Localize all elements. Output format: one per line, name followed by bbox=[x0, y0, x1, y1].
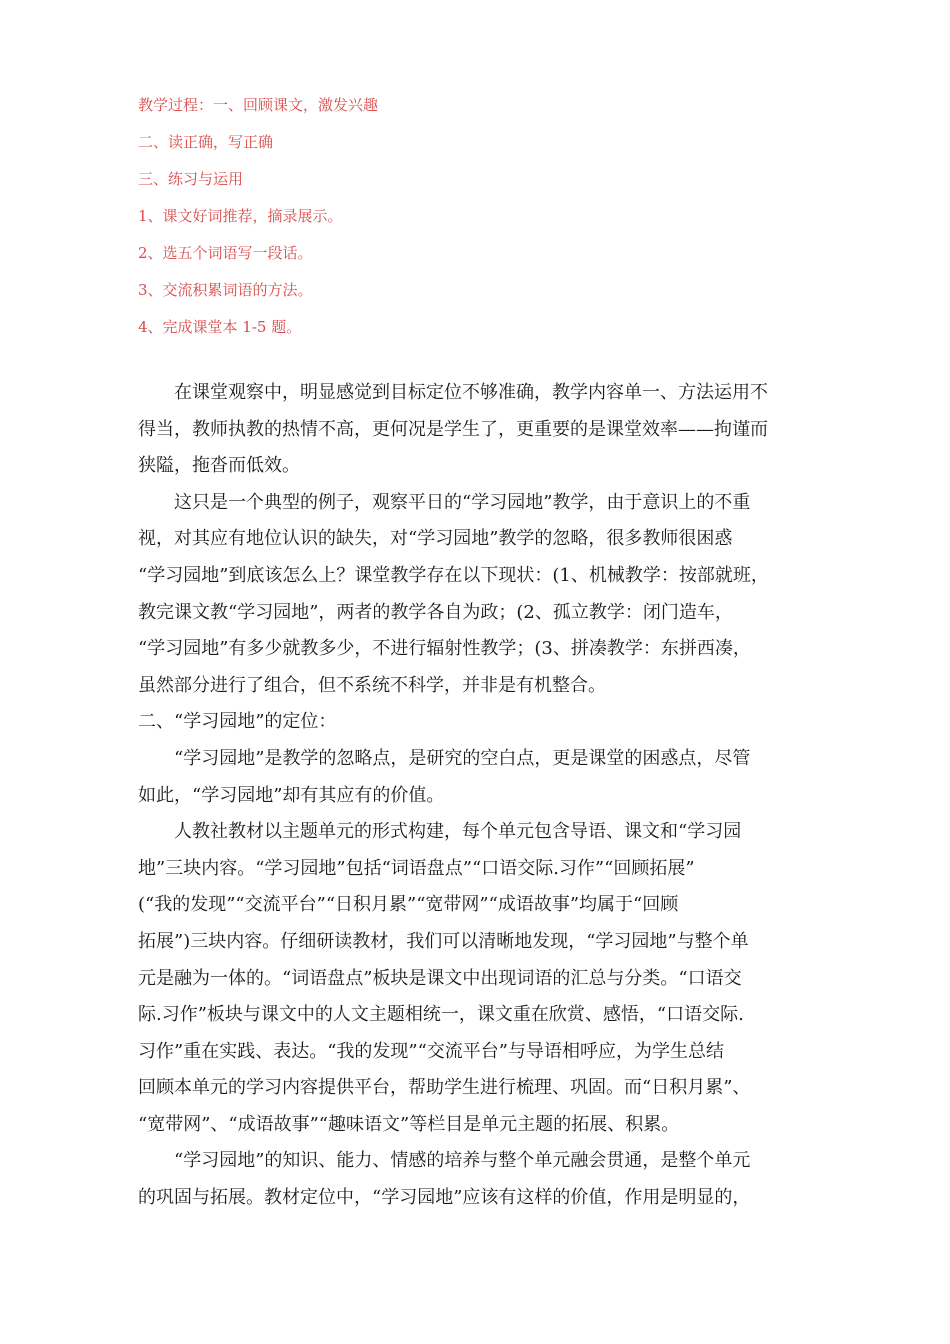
text-line: 虽然部分进行了组合，但不系统不科学，并非是有机整合。 bbox=[138, 674, 606, 696]
teaching-process-list bbox=[138, 96, 838, 355]
process-step: 教学过程：一、回顾课文，激发兴趣 bbox=[138, 96, 379, 114]
text-line: 在课堂观察中，明显感觉到目标定位不够准确，教学内容单一、方法运用不 bbox=[174, 382, 768, 403]
text-line: 人教社教材以主题单元的形式构建，每个单元包含导语、课文和“学习园 bbox=[174, 821, 742, 843]
text-line: 际.习作”板块与课文中的人文主题相统一，课文重在欣赏、感悟，“口语交际. bbox=[138, 1004, 744, 1026]
section-heading: 二、“学习园地”的定位： bbox=[138, 711, 337, 733]
process-step: 2、选五个词语写一段话。 bbox=[138, 244, 313, 262]
paragraph bbox=[138, 741, 822, 814]
process-step: 三、练习与运用 bbox=[138, 170, 244, 188]
body-text bbox=[138, 375, 822, 1217]
text-line: 的巩固与拓展。教材定位中，“学习园地”应该有这样的价值，作用是明显的， bbox=[138, 1187, 751, 1209]
text-line: 教完课文教“学习园地”，两者的教学各自为政；(2、孤立教学：闭门造车， bbox=[138, 601, 733, 623]
text-line: “学习园地”到底该怎么上？课堂教学存在以下现状：(1、机械教学：按部就班， bbox=[138, 564, 769, 586]
text-line: 视，对其应有地位认识的缺失，对“学习园地”教学的忽略，很多教师很困惑 bbox=[138, 528, 733, 550]
paragraph bbox=[138, 1143, 822, 1216]
text-line: “学习园地”的知识、能力、情感的培养与整个单元融会贯通，是整个单元 bbox=[174, 1150, 751, 1172]
text-line: 回顾本单元的学习内容提供平台，帮助学生进行梳理、巩固。而“日积月累”、 bbox=[138, 1077, 751, 1099]
text-line: 拓展”)三块内容。仔细研读教材，我们可以清晰地发现，“学习园地”与整个单 bbox=[138, 930, 749, 952]
paragraph bbox=[138, 814, 822, 1143]
paragraph bbox=[138, 485, 822, 705]
text-line: 得当，教师执教的热情不高，更何况是学生了，更重要的是课堂效率——拘谨而 bbox=[138, 418, 768, 440]
text-line: “宽带网”、“成语故事”“趣味语文”等栏目是单元主题的拓展、积累。 bbox=[138, 1113, 680, 1135]
text-line: “学习园地”有多少就教多少，不进行辐射性教学；(3、拼凑教学：东拼西凑， bbox=[138, 638, 751, 660]
process-step: 二、读正确，写正确 bbox=[138, 133, 274, 151]
text-line: 这只是一个典型的例子，观察平日的“学习园地”教学，由于意识上的不重 bbox=[174, 491, 751, 513]
text-line: 元是融为一体的。“词语盘点”板块是课文中出现词语的汇总与分类。“口语交 bbox=[138, 967, 742, 989]
process-step: 3、交流积累词语的方法。 bbox=[138, 281, 313, 299]
text-line: 地”三块内容。“学习园地”包括“词语盘点”“口语交际.习作”“回顾拓展” bbox=[138, 857, 695, 879]
text-line: 习作”重在实践、表达。“我的发现”“交流平台”与导语相呼应，为学生总结 bbox=[138, 1040, 725, 1062]
process-step: 1、课文好词推荐，摘录展示。 bbox=[138, 207, 343, 225]
paragraph bbox=[138, 375, 822, 485]
text-line: 狭隘，拖沓而低效。 bbox=[138, 455, 300, 477]
text-line: “学习园地”是教学的忽略点，是研究的空白点，更是课堂的困惑点，尽管 bbox=[174, 747, 751, 769]
text-line: 如此，“学习园地”却有其应有的价值。 bbox=[138, 784, 445, 806]
text-line: (“我的发现”“交流平台”“日积月累”“宽带网”“成语故事”均属于“回顾 bbox=[138, 894, 679, 916]
process-step: 4、完成课堂本 1-5 题。 bbox=[138, 318, 302, 336]
